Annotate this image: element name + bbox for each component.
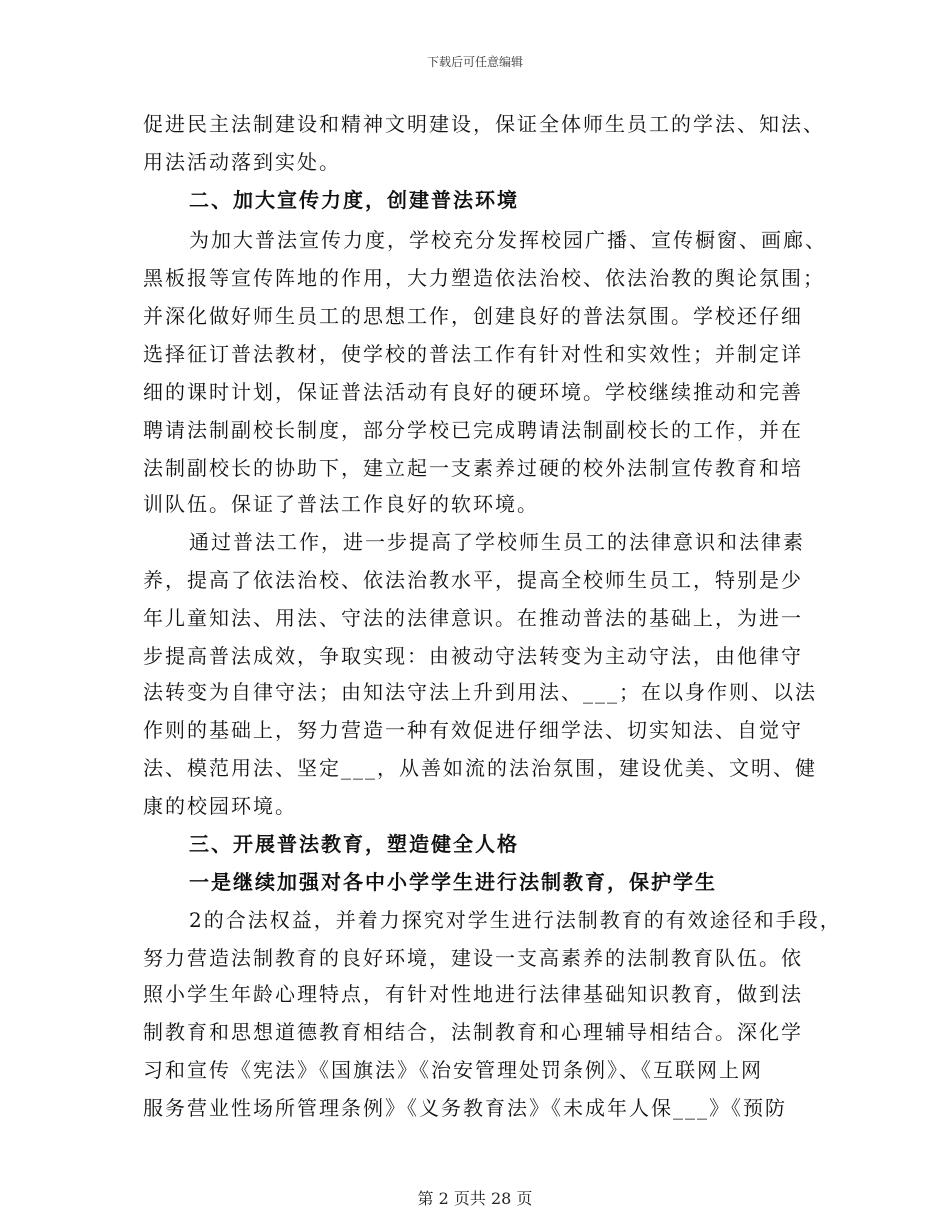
body-line: 训队伍。保证了普法工作良好的软环境。 [143, 492, 539, 516]
body-line: 法制副校长的协助下，建立起一支素养过硬的校外法制宣传教育和培 [143, 456, 803, 480]
body-line: 细的课时计划，保证普法活动有良好的硬环境。学校继续推动和完善 [143, 380, 803, 404]
section-heading: 二、加大宣传力度，创建普法环境 [189, 188, 519, 212]
body-line: 为加大普法宣传力度，学校充分发挥校园广播、宣传橱窗、画廊、 [189, 228, 827, 252]
body-line: 黑板报等宣传阵地的作用，大力塑造依法治校、依法治教的舆论氛围； [143, 266, 825, 290]
body-line: 制教育和思想道德教育相结合，法制教育和心理辅导相结合。深化学 [143, 1020, 803, 1044]
section-heading: 三、开展普法教育，塑造健全人格 [189, 832, 519, 856]
header-note: 下载后可任意编辑 [426, 55, 523, 69]
body-line: 年儿童知法、用法、守法的法律意识。在推动普法的基础上，为进一 [143, 606, 803, 630]
body-line: 服务营业性场所管理条例》《义务教育法》《未成年人保___》《预防 [143, 1096, 787, 1120]
body-line: 并深化做好师生员工的思想工作，创建良好的普法氛围。学校还仔细 [143, 304, 803, 328]
body-line: 作则的基础上，努力营造一种有效促进仔细学法、切实知法、自觉守 [143, 718, 803, 742]
body-line: 法转变为自律守法；由知法守法上升到用法、___；在以身作则、以法 [143, 680, 817, 704]
page-number-footer: 第 2 页共 28 页 [417, 1189, 533, 1208]
body-line: 聘请法制副校长制度，部分学校已完成聘请法制副校长的工作，并在 [143, 418, 803, 442]
body-line: 照小学生年龄心理特点，有针对性地进行法律基础知识教育，做到法 [143, 982, 803, 1006]
body-line: 用法活动落到实处。 [143, 150, 341, 174]
body-line: 促进民主法制建设和精神文明建设，保证全体师生员工的学法、知法、 [143, 112, 825, 136]
body-line: 养，提高了依法治校、依法治教水平，提高全校师生员工，特别是少 [143, 568, 803, 592]
subsection-heading: 一是继续加强对各中小学学生进行法制教育，保护学生 [189, 870, 717, 894]
body-line: 康的校园环境。 [143, 794, 297, 818]
body-line: 法、模范用法、坚定___，从善如流的法治氛围，建设优美、文明、健 [143, 756, 817, 780]
body-line: 通过普法工作，进一步提高了学校师生员工的法律意识和法律素 [189, 530, 805, 554]
body-line: 努力营造法制教育的良好环境，建设一支高素养的法制教育队伍。依 [143, 946, 803, 970]
body-line: 2的合法权益，并着力探究对学生进行法制教育的有效途径和手段， [189, 908, 842, 932]
body-line: 习和宣传《宪法》《国旗法》《治安管理处罚条例》、《互联网上网 [143, 1058, 763, 1082]
body-line: 步提高普法成效，争取实现：由被动守法转变为主动守法，由他律守 [143, 644, 803, 668]
body-line: 选择征订普法教材，使学校的普法工作有针对性和实效性；并制定详 [143, 342, 803, 366]
